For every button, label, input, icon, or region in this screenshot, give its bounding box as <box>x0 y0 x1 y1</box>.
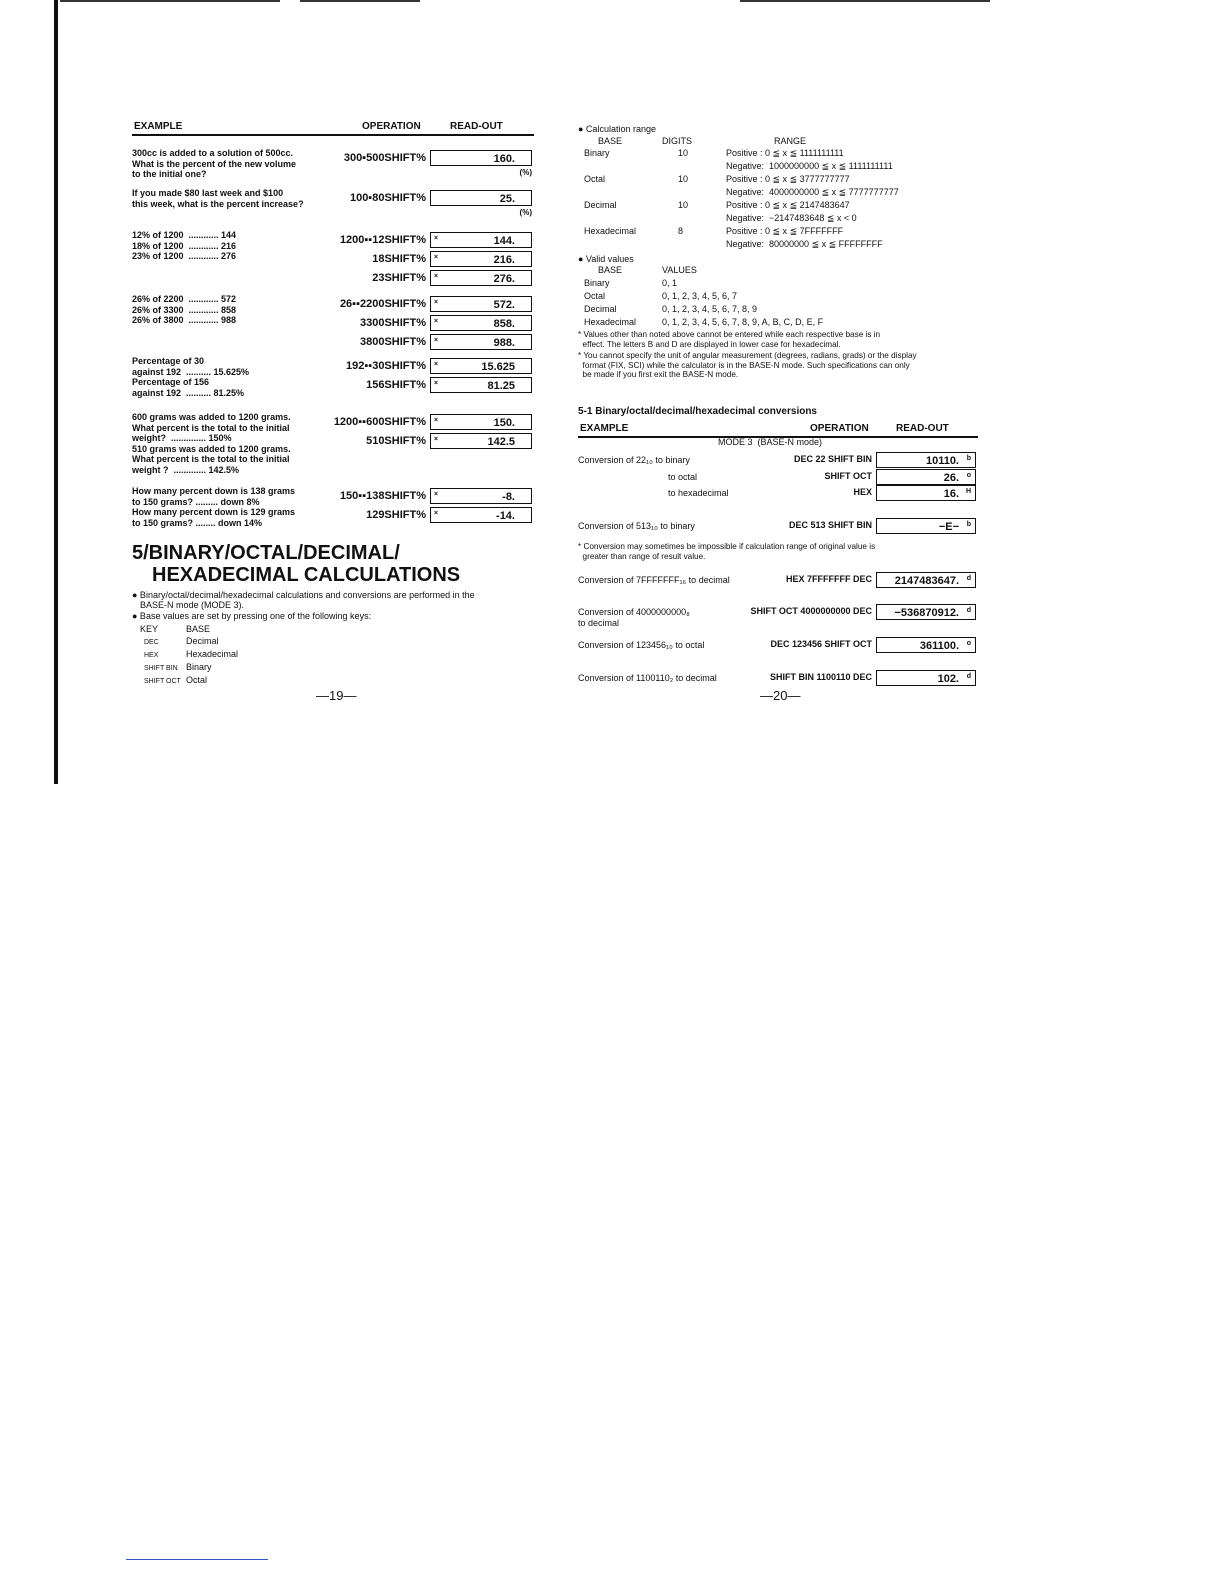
readout-value: 276. <box>493 273 515 285</box>
k-indicator: × <box>434 318 439 325</box>
range-neg: Negative: −2147483648 ≦ x < 0 <box>726 213 857 223</box>
readout-display <box>430 334 532 350</box>
valid-title: ● Valid values <box>578 254 634 264</box>
operation-keys: DEC 22 SHIFT BIN <box>793 454 872 464</box>
readout-display <box>430 251 532 267</box>
table-header <box>578 420 978 438</box>
binding-edge <box>54 0 58 784</box>
example-text: Percentage of 30 against 192 .......... 15.625% Percentage of 156 against 192 .......... 81.25% <box>132 356 250 398</box>
k-indicator: × <box>434 436 439 443</box>
readout-display <box>876 670 976 686</box>
range-pos: Positive : 0 ≦ x ≦ 3777777777 <box>726 174 850 184</box>
example-text: How many percent down is 138 grams to 150 grams? ......... down 8% How many percent down is 129 grams to 150 grams? ........ down 14% <box>132 486 296 528</box>
conversion-text: Conversion of 123456₁₀ to octal <box>578 640 705 650</box>
scan-border <box>60 0 280 2</box>
readout-display <box>876 518 976 534</box>
range-digits: 10 <box>678 148 689 158</box>
conversion-text: Conversion of 1100110₂ to decimal <box>578 673 717 683</box>
valid-base: Decimal <box>584 304 617 314</box>
range-neg: Negative: 4000000000 ≦ x ≦ 7777777777 <box>726 187 899 197</box>
valid-values: 0, 1 <box>662 278 678 288</box>
percent-note: (%) <box>519 208 532 217</box>
k-indicator: × <box>434 510 439 517</box>
valid-header-base: BASE <box>598 265 623 275</box>
percent-note: (%) <box>519 168 532 177</box>
note-values: * Values other than noted above cannot be entered while each respective base is in effect. The letters B and D are displayed in lower case for hexadecimal. <box>578 330 881 349</box>
key-label: HEX <box>144 652 159 659</box>
readout-display <box>430 358 532 374</box>
conversion-text: to octal <box>668 472 698 482</box>
key-label: SHIFT BIN <box>144 665 178 672</box>
k-indicator: × <box>434 380 439 387</box>
readout-value: 2147483647. <box>894 575 959 587</box>
k-indicator: × <box>434 299 439 306</box>
conversion-text: Conversion of 4000000000₈ to decimal <box>578 607 690 628</box>
readout-value: -8. <box>502 491 515 503</box>
base-indicator: b <box>966 455 971 462</box>
readout-value: 26. <box>943 472 959 484</box>
bullet-text: ● Base values are set by pressing one of the following keys: <box>132 611 372 621</box>
base-indicator: o <box>966 472 971 479</box>
base-indicator: H <box>965 488 971 495</box>
base-label: Decimal <box>186 636 219 646</box>
header-operation: OPERATION <box>362 121 421 132</box>
valid-base: Hexadecimal <box>584 317 637 327</box>
k-indicator: × <box>434 361 439 368</box>
valid-header-values: VALUES <box>662 265 697 275</box>
note-conversion: * Conversion may sometimes be impossible if calculation range of original value is greater than range of result value. <box>578 542 876 561</box>
readout-display <box>430 488 532 504</box>
calc-range-title: ● Calculation range <box>578 124 656 134</box>
page-number: —20— <box>760 688 801 703</box>
readout-display <box>876 604 976 620</box>
bullet-text: ● Binary/octal/decimal/hexadecimal calculations and conversions are performed in the <box>132 590 475 600</box>
subsection-title: 5-1 Binary/octal/decimal/hexadecimal conversions <box>578 406 817 417</box>
operation-keys: 300▪500SHIFT% <box>343 152 426 164</box>
readout-value: 25. <box>499 193 515 205</box>
range-base: Decimal <box>584 200 617 210</box>
example-text: 300cc is added to a solution of 500cc. What is the percent of the new volume to the initial one? <box>132 148 297 179</box>
readout-value: −536870912. <box>894 607 959 619</box>
readout-value: 144. <box>493 235 515 247</box>
readout-display <box>430 190 532 206</box>
readout-display <box>430 433 532 449</box>
scan-border <box>740 0 990 2</box>
k-indicator: × <box>434 273 439 280</box>
readout-display <box>876 637 976 653</box>
key-label: DEC <box>144 639 159 646</box>
operation-keys: DEC 513 SHIFT BIN <box>788 520 872 530</box>
range-neg: Negative: 1000000000 ≦ x ≦ 1111111111 <box>726 161 893 171</box>
readout-value: −E− <box>938 521 959 533</box>
operation-keys: 150▪▪138SHIFT% <box>339 490 426 502</box>
example-text: 26% of 2200 ............ 572 26% of 3300 ............ 858 26% of 3800 ............ 988 <box>132 294 237 325</box>
readout-display <box>430 270 532 286</box>
header-example: EXAMPLE <box>134 121 183 132</box>
operation-keys: 100▪80SHIFT% <box>349 192 426 204</box>
k-indicator: × <box>434 491 439 498</box>
readout-value: 10110. <box>925 455 959 467</box>
base-label: Hexadecimal <box>186 649 239 659</box>
readout-display <box>876 485 976 501</box>
example-text: 12% of 1200 ............ 144 18% of 1200 ............ 216 23% of 1200 ............ 276 <box>132 230 237 261</box>
valid-values: 0, 1, 2, 3, 4, 5, 6, 7, 8, 9 <box>662 304 758 314</box>
readout-value: 16. <box>943 488 959 500</box>
operation-keys: 156SHIFT% <box>366 379 426 391</box>
operation-keys: SHIFT OCT 4000000000 DEC <box>750 606 872 616</box>
operation-keys: 1200▪▪12SHIFT% <box>339 234 426 246</box>
readout-display <box>430 414 532 430</box>
range-header-base: BASE <box>598 136 623 146</box>
operation-keys: 23SHIFT% <box>372 272 426 284</box>
readout-display <box>430 232 532 248</box>
readout-display <box>876 469 976 485</box>
readout-value: 216. <box>493 254 515 266</box>
operation-keys: HEX <box>853 487 872 497</box>
base-indicator: d <box>966 575 971 582</box>
mode-line: MODE 3 (BASE-N mode) <box>718 437 823 447</box>
header-example: EXAMPLE <box>580 423 629 434</box>
readout-value: 160. <box>493 153 515 165</box>
valid-base: Binary <box>584 278 610 288</box>
operation-keys: 3300SHIFT% <box>359 317 426 329</box>
table-header <box>132 118 534 136</box>
operation-keys: 3800SHIFT% <box>359 336 426 348</box>
scan-border <box>300 0 420 2</box>
readout-display <box>876 572 976 588</box>
base-indicator: d <box>966 607 971 614</box>
k-indicator: × <box>434 417 439 424</box>
page-19 <box>132 118 534 703</box>
header-readout: READ-OUT <box>450 121 503 132</box>
base-header: BASE <box>186 624 211 634</box>
readout-value: -14. <box>496 510 515 522</box>
range-pos: Positive : 0 ≦ x ≦ 1111111111 <box>726 148 844 158</box>
operation-keys: 26▪▪2200SHIFT% <box>339 298 426 310</box>
base-label: Binary <box>186 662 212 672</box>
valid-values: 0, 1, 2, 3, 4, 5, 6, 7, 8, 9, A, B, C, D, E, F <box>662 317 824 327</box>
range-base: Octal <box>584 174 606 184</box>
operation-keys: HEX 7FFFFFFF DEC <box>786 574 872 584</box>
range-digits: 8 <box>678 226 684 236</box>
readout-value: 81.25 <box>487 380 515 392</box>
range-pos: Positive : 0 ≦ x ≦ 7FFFFFFF <box>726 226 844 236</box>
key-label: SHIFT OCT <box>144 678 181 685</box>
conversion-text: Conversion of 7FFFFFFF₁₆ to decimal <box>578 575 730 585</box>
readout-display <box>430 296 532 312</box>
k-indicator: × <box>434 235 439 242</box>
readout-display <box>430 507 532 523</box>
operation-keys: SHIFT OCT <box>824 471 872 481</box>
range-pos: Positive : 0 ≦ x ≦ 2147483647 <box>726 200 850 210</box>
range-neg: Negative: 80000000 ≦ x ≦ FFFFFFFF <box>726 239 883 249</box>
example-text: If you made $80 last week and $100 this week, what is the percent increase? <box>132 188 304 209</box>
readout-value: 858. <box>493 318 515 330</box>
valid-values: 0, 1, 2, 3, 4, 5, 6, 7 <box>662 291 738 301</box>
bottom-underline <box>126 1559 268 1560</box>
range-digits: 10 <box>678 200 689 210</box>
header-operation: OPERATION <box>810 423 869 434</box>
base-indicator: d <box>966 673 971 680</box>
conversion-text: Conversion of 513₁₀ to binary <box>578 521 695 531</box>
section-title: 5/BINARY/OCTAL/DECIMAL/ <box>132 542 400 564</box>
operation-keys: 18SHIFT% <box>372 253 426 265</box>
range-header-range: RANGE <box>774 136 807 146</box>
header-readout: READ-OUT <box>896 423 949 434</box>
readout-value: 15.625 <box>481 361 515 373</box>
note-base-n: * You cannot specify the unit of angular measurement (degrees, radians, grads) or the display format (FIX, SCI) while the calculator is in the BASE-N mode. Such specifications can only be made if you first exit the BASE-N mode. <box>578 351 917 379</box>
readout-value: 102. <box>937 673 959 685</box>
readout-value: 572. <box>493 299 515 311</box>
range-digits: 10 <box>678 174 689 184</box>
base-label: Octal <box>186 675 208 685</box>
valid-base: Octal <box>584 291 606 301</box>
operation-keys: 192▪▪30SHIFT% <box>346 360 426 372</box>
key-header: KEY <box>140 624 159 634</box>
example-text: 600 grams was added to 1200 grams. What percent is the total to the initial weight? .............. 150% 510 grams was added to 1200 grams. What percent is the total to the initial weight ? ............. 142.5% <box>132 412 291 475</box>
base-indicator: b <box>966 521 971 528</box>
readout-display <box>430 150 532 166</box>
bullet-text-cont: BASE-N mode (MODE 3). <box>140 600 245 610</box>
k-indicator: × <box>434 254 439 261</box>
readout-value: 361100. <box>919 640 959 652</box>
operation-keys: DEC 123456 SHIFT OCT <box>770 639 872 649</box>
conversion-text: to hexadecimal <box>668 488 729 498</box>
operation-keys: SHIFT BIN 1100110 DEC <box>769 672 872 682</box>
range-base: Hexadecimal <box>584 226 637 236</box>
range-header-digits: DIGITS <box>662 136 693 146</box>
range-base: Binary <box>584 148 610 158</box>
operation-keys: 129SHIFT% <box>366 509 426 521</box>
conversion-text: Conversion of 22₁₀ to binary <box>578 455 690 465</box>
readout-value: 150. <box>493 417 515 429</box>
readout-display <box>876 452 976 468</box>
operation-keys: 510SHIFT% <box>366 435 426 447</box>
operation-keys: 1200▪▪600SHIFT% <box>333 416 426 428</box>
readout-display <box>430 315 532 331</box>
section-title-2: HEXADECIMAL CALCULATIONS <box>152 564 461 586</box>
readout-value: 988. <box>493 337 515 349</box>
page-number: —19— <box>316 688 357 703</box>
readout-value: 142.5 <box>487 436 515 448</box>
base-indicator: o <box>966 640 971 647</box>
readout-display <box>430 377 532 393</box>
k-indicator: × <box>434 337 439 344</box>
